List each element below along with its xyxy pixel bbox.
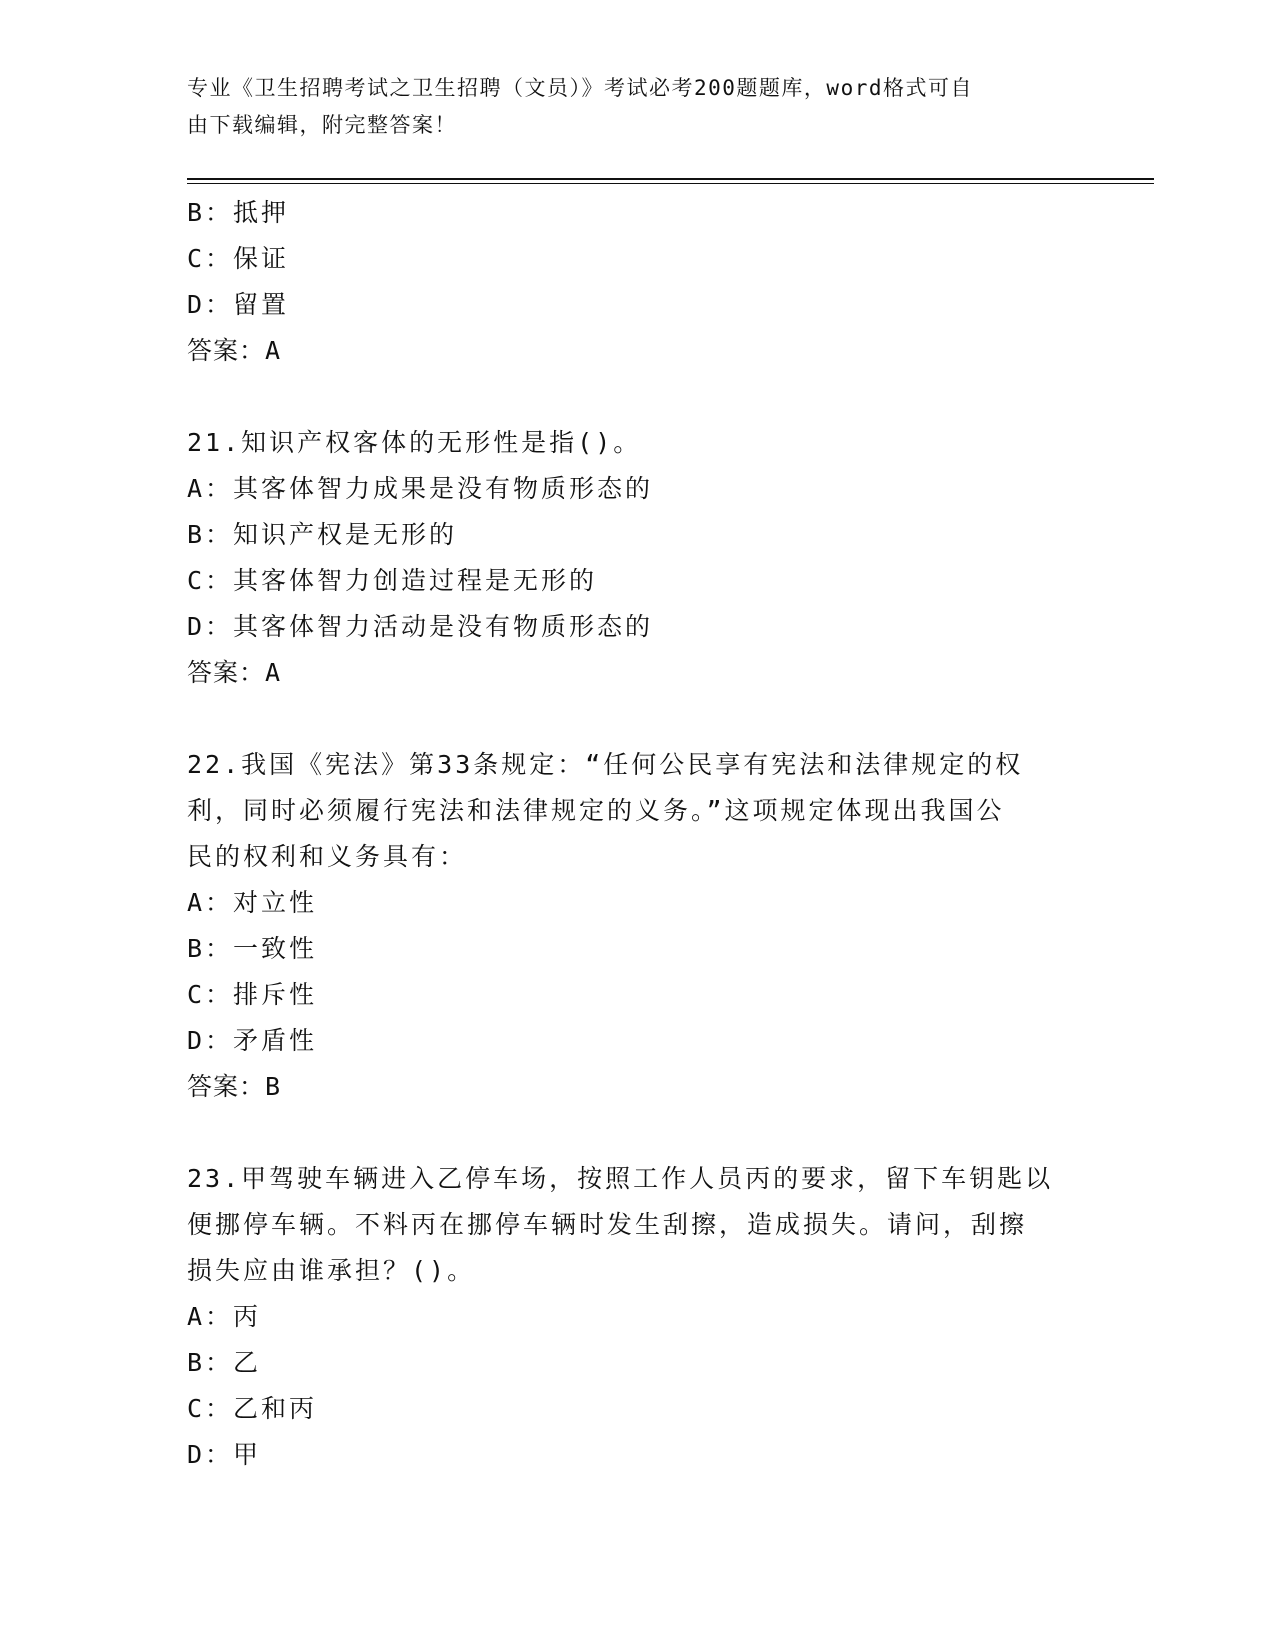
question-stem-line-1: 23.甲驾驶车辆进入乙停车场，按照工作人员丙的要求，留下车钥匙以: [187, 1164, 1054, 1193]
option-b: B：乙: [187, 1348, 262, 1377]
question-block-20: [187, 190, 1087, 374]
option-a: A：丙: [187, 1302, 262, 1331]
question-stem-line-2: 利，同时必须履行宪法和法律规定的义务。”这项规定体现出我国公: [187, 796, 1005, 825]
question-stem: 21.知识产权客体的无形性是指()。: [187, 428, 642, 457]
document-header: [187, 70, 1067, 144]
option-c: C：保证: [187, 244, 290, 273]
question-stem-line-3: 损失应由谁承担？()。: [187, 1256, 476, 1285]
option-a: A：对立性: [187, 888, 318, 917]
option-a: A：其客体智力成果是没有物质形态的: [187, 474, 654, 503]
option-d: D：甲: [187, 1440, 262, 1469]
spacer: [187, 696, 1087, 742]
header-rule-thin: [187, 183, 1154, 184]
option-b: B：抵押: [187, 198, 290, 227]
option-c: C：其客体智力创造过程是无形的: [187, 566, 598, 595]
question-block-21: [187, 420, 1087, 696]
option-d: D：矛盾性: [187, 1026, 318, 1055]
question-block-23: [187, 1156, 1087, 1478]
question-block-22: [187, 742, 1087, 1110]
option-d: D：留置: [187, 290, 290, 319]
header-line-2: 由下载编辑，附完整答案！: [187, 113, 457, 137]
option-b: B：知识产权是无形的: [187, 520, 458, 549]
option-d: D：其客体智力活动是没有物质形态的: [187, 612, 654, 641]
option-b: B：一致性: [187, 934, 318, 963]
question-stem-line-1: 22.我国《宪法》第33条规定：“任何公民享有宪法和法律规定的权: [187, 750, 1024, 779]
spacer: [187, 374, 1087, 420]
answer-line: 答案：A: [187, 658, 282, 687]
question-stem-line-3: 民的权利和义务具有：: [187, 842, 468, 871]
document-body: [187, 190, 1087, 1478]
option-c: C：乙和丙: [187, 1394, 318, 1423]
question-stem-line-2: 便挪停车辆。不料丙在挪停车辆时发生刮擦，造成损失。请问，刮擦: [187, 1210, 1028, 1239]
answer-line: 答案：A: [187, 336, 282, 365]
spacer: [187, 1110, 1087, 1156]
header-line-1: 专业《卫生招聘考试之卫生招聘（文员）》考试必考200题题库，word格式可自: [187, 76, 973, 100]
header-rule-thick: [187, 178, 1154, 180]
answer-line: 答案：B: [187, 1072, 282, 1101]
option-c: C：排斥性: [187, 980, 318, 1009]
